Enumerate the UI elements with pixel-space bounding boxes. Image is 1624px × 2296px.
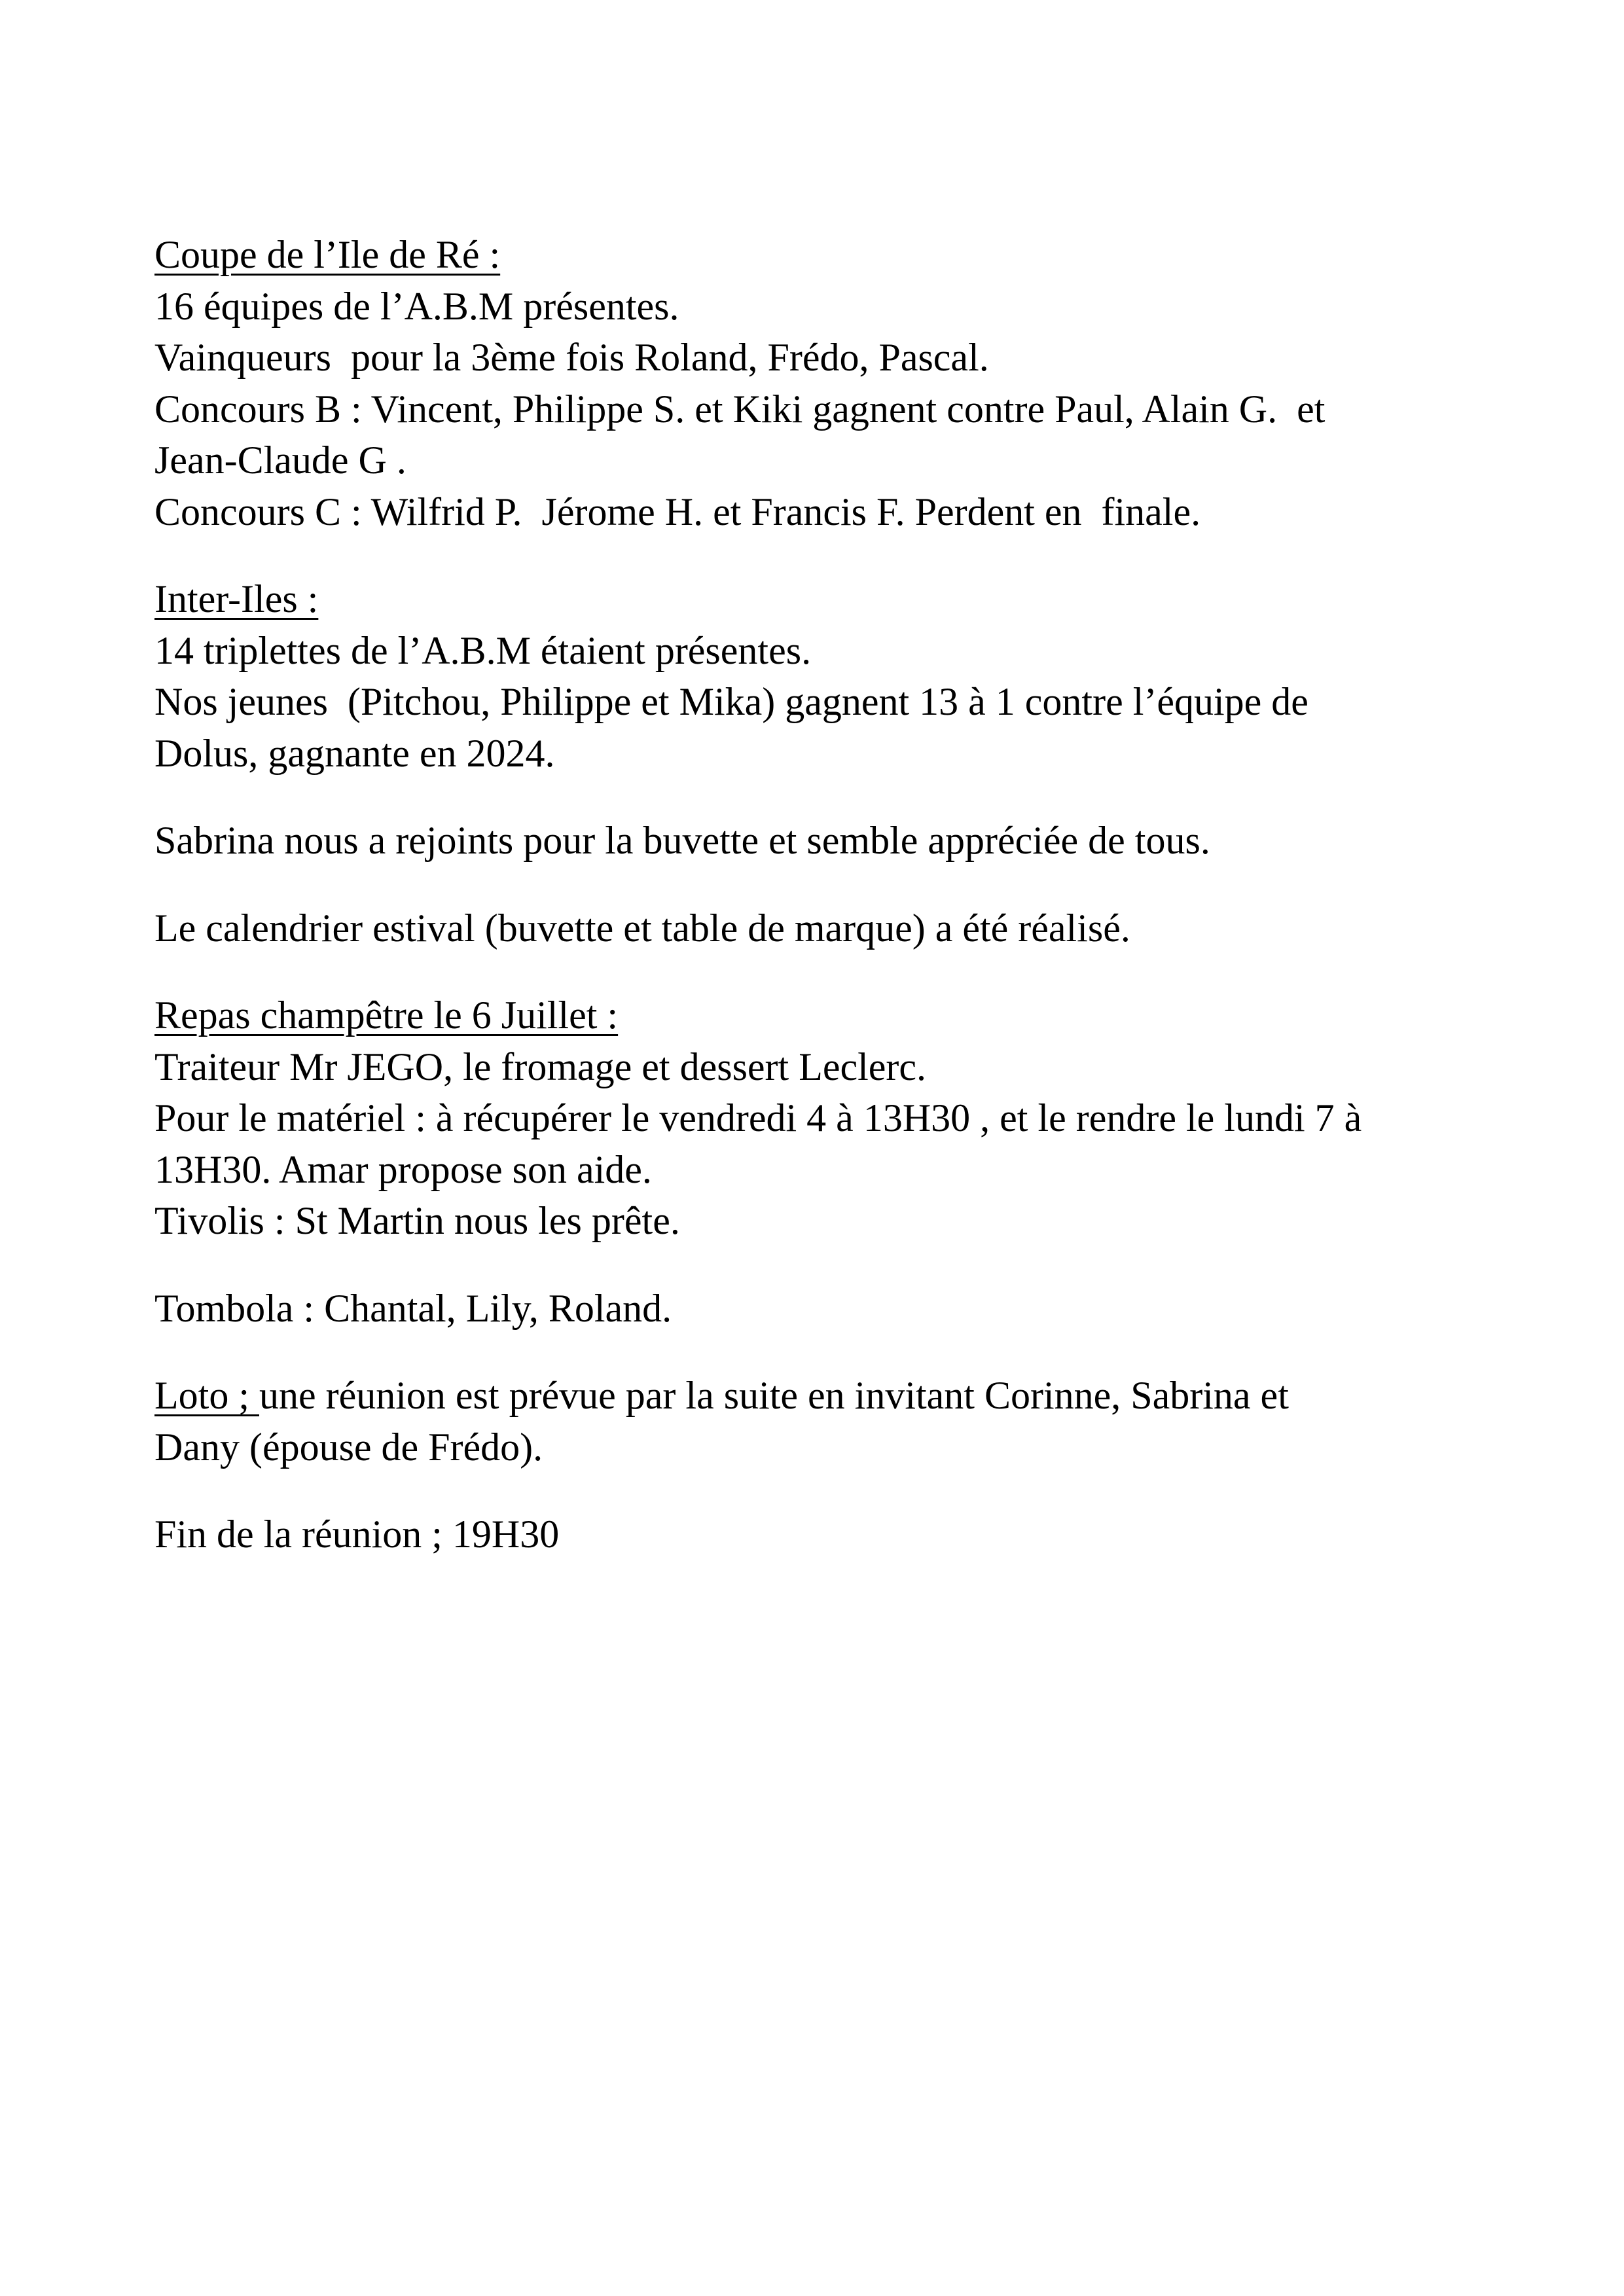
- section-calendrier: [154, 903, 1516, 954]
- section-heading-loto: Loto ;: [154, 1374, 259, 1417]
- paragraph-line: Dany (épouse de Frédo).: [154, 1425, 543, 1469]
- section-sabrina: [154, 815, 1516, 867]
- paragraph-spacer: [154, 1247, 1516, 1283]
- paragraph-line: Tivolis : St Martin nous les prête.: [154, 1199, 680, 1242]
- paragraph-line: 13H30. Amar propose son aide.: [154, 1147, 652, 1191]
- section-tombola: [154, 1283, 1516, 1335]
- section-coupe-ile-de-re: [154, 229, 1516, 537]
- section-heading-repas: Repas champêtre le 6 Juillet :: [154, 994, 619, 1037]
- paragraph-spacer: [154, 1473, 1516, 1509]
- paragraph-line: Vainqueurs pour la 3ème fois Roland, Frédo, Pascal.: [154, 336, 989, 379]
- paragraph-line: [154, 1370, 1516, 1422]
- paragraph-line: Dolus, gagnante en 2024.: [154, 731, 555, 775]
- paragraph-line: Concours B : Vincent, Philippe S. et Kiki gagnent contre Paul, Alain G. et: [154, 387, 1326, 431]
- paragraph-line: Concours C : Wilfrid P. Jérome H. et Francis F. Perdent en finale.: [154, 490, 1201, 533]
- paragraph-line: 16 équipes de l’A.B.M présentes.: [154, 284, 679, 328]
- section-inter-iles: [154, 573, 1516, 779]
- section-heading-inter-iles: Inter-Iles :: [154, 577, 319, 620]
- paragraph-spacer: [154, 1334, 1516, 1370]
- section-repas-champetre: [154, 990, 1516, 1247]
- section-loto: [154, 1370, 1516, 1473]
- paragraph-line: Jean-Claude G .: [154, 439, 406, 482]
- paragraph-line: Fin de la réunion ; 19H30: [154, 1513, 560, 1556]
- paragraph-line: Sabrina nous a rejoints pour la buvette et semble appréciée de tous.: [154, 819, 1210, 862]
- paragraph-line: Pour le matériel : à récupérer le vendredi 4 à 13H30 , et le rendre le lundi 7 à: [154, 1096, 1362, 1139]
- paragraph-spacer: [154, 537, 1516, 573]
- loto-text: une réunion est prévue par la suite en invitant Corinne, Sabrina et: [259, 1374, 1289, 1417]
- paragraph-spacer: [154, 779, 1516, 815]
- paragraph-line: Traiteur Mr JEGO, le fromage et dessert Leclerc.: [154, 1045, 927, 1088]
- paragraph-line: Tombola : Chantal, Lily, Roland.: [154, 1286, 672, 1330]
- section-heading-coupe: Coupe de l’Ile de Ré :: [154, 233, 501, 276]
- paragraph-line: Le calendrier estival (buvette et table de marque) a été réalisé.: [154, 906, 1130, 950]
- paragraph-spacer: [154, 867, 1516, 903]
- paragraph-line: 14 triplettes de l’A.B.M étaient présentes.: [154, 628, 812, 672]
- paragraph-line: Nos jeunes (Pitchou, Philippe et Mika) gagnent 13 à 1 contre l’équipe de: [154, 680, 1308, 723]
- document-page: [154, 229, 1516, 1560]
- section-fin: [154, 1509, 1516, 1560]
- paragraph-spacer: [154, 954, 1516, 990]
